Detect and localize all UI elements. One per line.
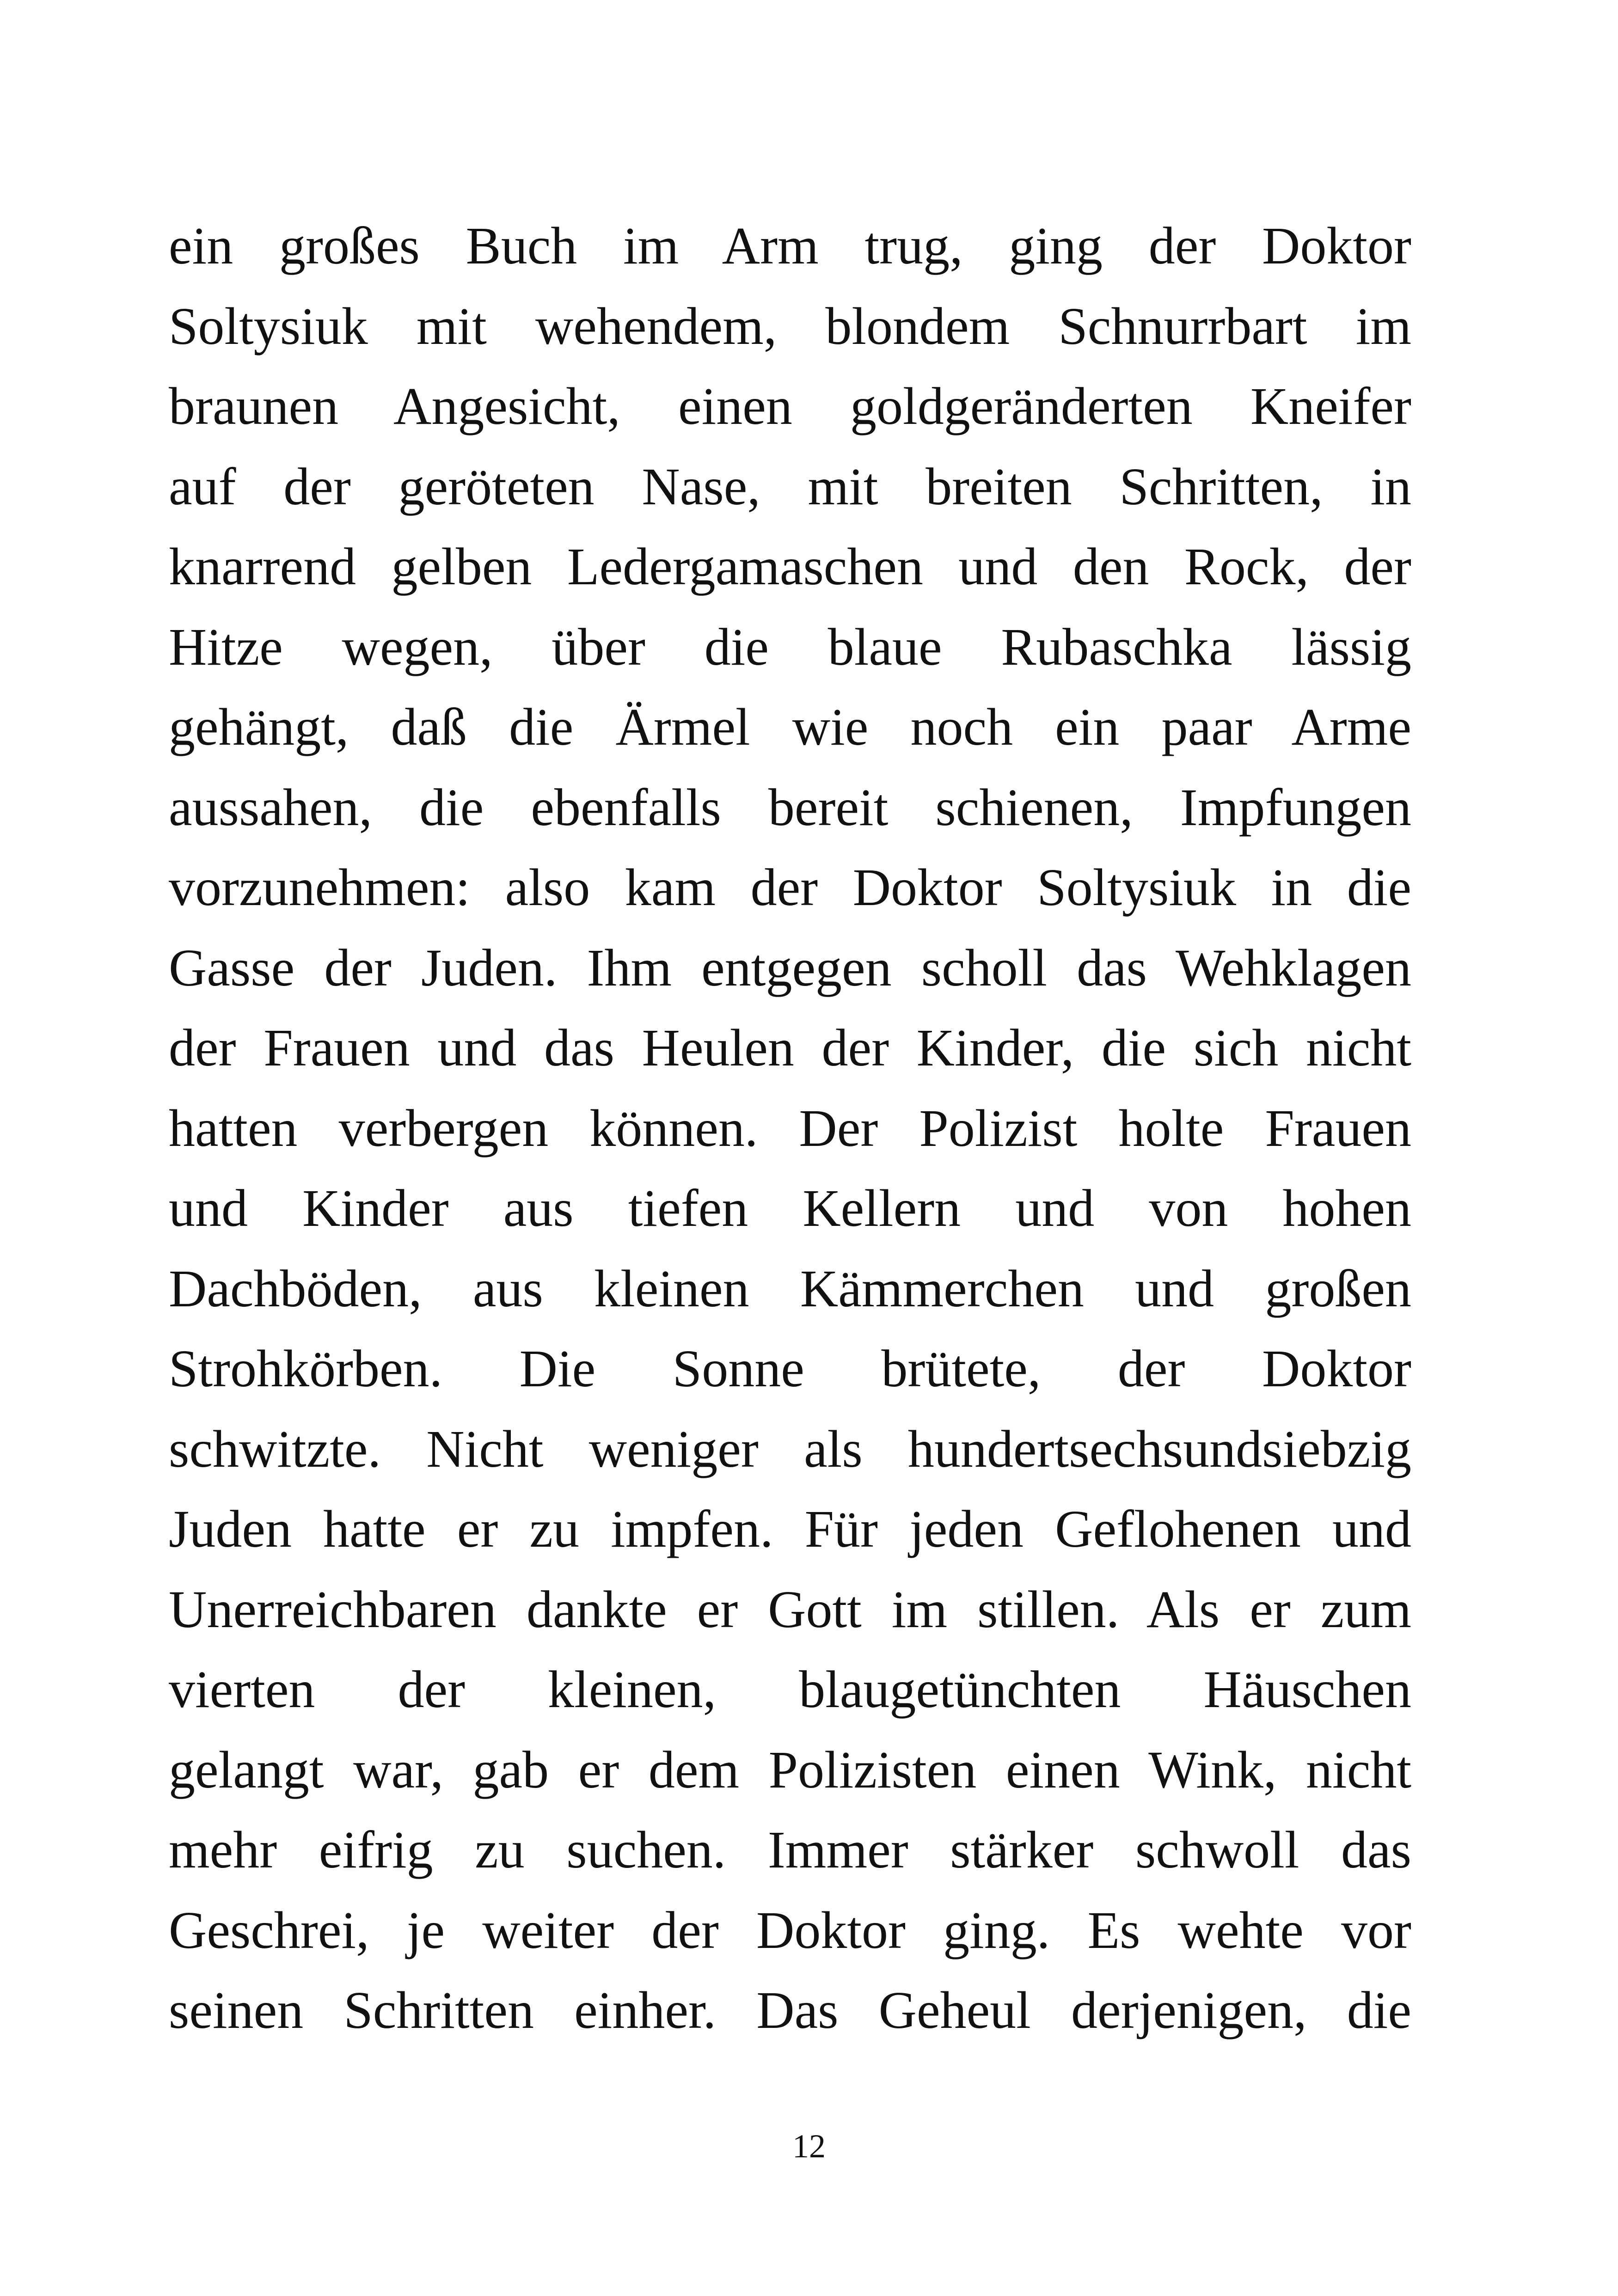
text-line: der Frauen und das Heulen der Kinder, die sich nicht bbox=[169, 1018, 1411, 1077]
text-line: schwitzte. Nicht weniger als hundertsechsundsiebzig bbox=[169, 1419, 1411, 1478]
text-line: Soltysiuk mit wehendem, blondem Schnurrbart im bbox=[169, 296, 1411, 355]
text-line: mehr eifrig zu suchen. Immer stärker schwoll das bbox=[169, 1820, 1411, 1879]
text-line: vorzunehmen: also kam der Doktor Soltysiuk in die bbox=[169, 858, 1411, 917]
text-line: aussahen, die ebenfalls bereit schienen, Impfungen bbox=[169, 778, 1411, 837]
text-line: gelangt war, gab er dem Polizisten einen Wink, nicht bbox=[169, 1740, 1411, 1799]
text-line: knarrend gelben Ledergamaschen und den Rock, der bbox=[169, 537, 1411, 596]
text-line: auf der geröteten Nase, mit breiten Schritten, in bbox=[169, 457, 1411, 516]
text-line: und Kinder aus tiefen Kellern und von hohen bbox=[169, 1179, 1411, 1237]
text-line: ein großes Buch im Arm trug, ging der Doktor bbox=[169, 216, 1411, 275]
body-text bbox=[169, 206, 1411, 2051]
text-line: Juden hatte er zu impfen. Für jeden Geflohenen und bbox=[169, 1500, 1411, 1558]
text-line: Hitze wegen, über die blaue Rubaschka lässig bbox=[169, 617, 1411, 676]
text-line: hatten verbergen können. Der Polizist holte Frauen bbox=[169, 1098, 1411, 1157]
text-line: Strohkörben. Die Sonne brütete, der Doktor bbox=[169, 1339, 1411, 1398]
page-number: 12 bbox=[792, 2128, 826, 2165]
text-line: gehängt, daß die Ärmel wie noch ein paar Arme bbox=[169, 698, 1411, 756]
text-line: Dachböden, aus kleinen Kämmerchen und großen bbox=[169, 1259, 1411, 1318]
text-line: Geschrei, je weiter der Doktor ging. Es wehte vor bbox=[169, 1900, 1411, 1959]
text-line: braunen Angesicht, einen goldgeränderten Kneifer bbox=[169, 377, 1411, 435]
text-line: Unerreichbaren dankte er Gott im stillen. Als er zum bbox=[169, 1580, 1411, 1639]
text-line: vierten der kleinen, blaugetünchten Häuschen bbox=[169, 1660, 1411, 1719]
text-line: Gasse der Juden. Ihm entgegen scholl das Wehklagen bbox=[169, 938, 1411, 997]
text-line: seinen Schritten einher. Das Geheul derjenigen, die bbox=[169, 1981, 1411, 2039]
